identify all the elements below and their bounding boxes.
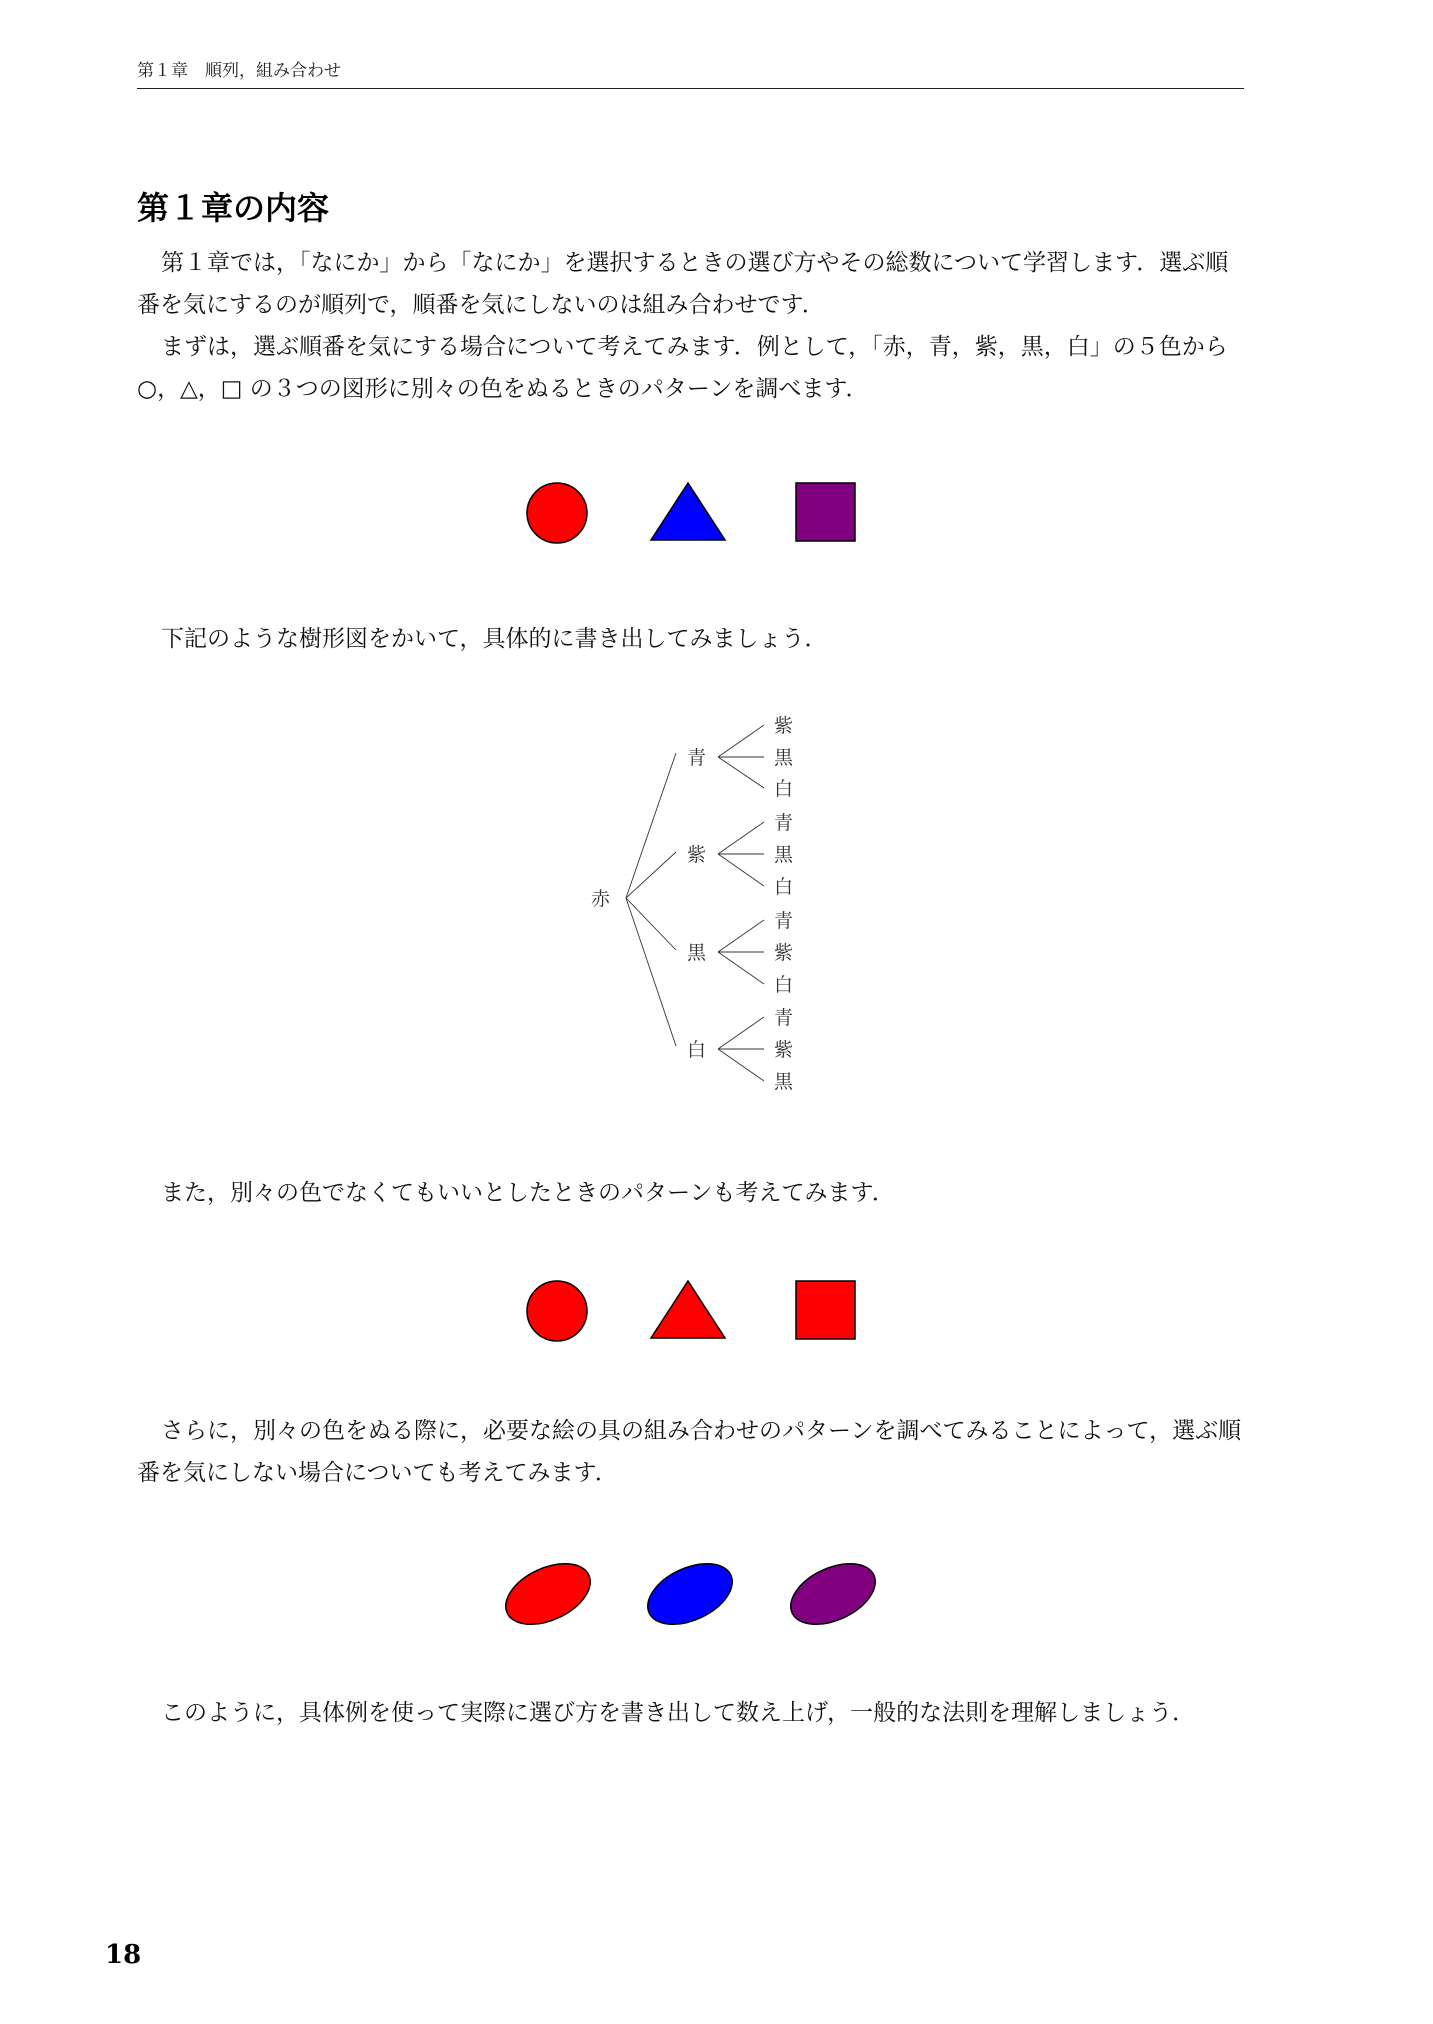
tree-branch-label: 紫 xyxy=(687,844,707,866)
tree-leaf-label: 白 xyxy=(774,974,794,996)
tree-leaf-label: 白 xyxy=(774,778,794,800)
tree-leaf-label: 青 xyxy=(774,1007,794,1029)
example-paragraph: まずは，選ぶ順番を気にする場合について考えてみます．例として，「赤，青，紫，黒，白」の５色から ○，△，□ の３つの図形に別々の色をぬるときのパターンを調べます． xyxy=(137,334,1228,402)
tree-leaf-label: 黒 xyxy=(774,747,794,769)
chapter-title: 第１章の内容 xyxy=(137,189,330,227)
red-circle-shape xyxy=(527,483,587,543)
red-square-shape xyxy=(796,1281,855,1339)
red-triangle-shape xyxy=(651,1281,725,1338)
tree-branch-label: 青 xyxy=(687,747,707,769)
tree-branch-label: 白 xyxy=(687,1039,707,1061)
tree-leaf-label: 青 xyxy=(774,910,794,932)
purple-paint-blob xyxy=(781,1551,885,1636)
tree-leaf-label: 黒 xyxy=(774,1071,794,1093)
red-circle-shape xyxy=(527,1281,587,1341)
tree-leaf-label: 青 xyxy=(774,812,794,834)
tree-leaf-label: 紫 xyxy=(774,942,794,964)
tree-leaf-label: 紫 xyxy=(774,1039,794,1061)
blue-paint-blob xyxy=(638,1551,742,1636)
tree-root-label: 赤 xyxy=(591,888,611,910)
tree-branch-label: 黒 xyxy=(687,942,707,964)
same-color-shapes-figure xyxy=(0,1268,1433,1368)
distinct-color-shapes-figure xyxy=(0,470,1433,570)
red-paint-blob xyxy=(496,1551,600,1636)
tree-intro-paragraph: 下記のような樹形図をかいて，具体的に書き出してみましょう． xyxy=(161,626,828,652)
tree-leaf-label: 白 xyxy=(774,876,794,898)
tree-leaf-label: 紫 xyxy=(774,715,794,737)
blue-triangle-shape xyxy=(651,483,725,540)
intro-paragraph: 第１章では，「なにか」から「なにか」を選択するときの選び方やその総数について学習します．選ぶ順番を気にするのが順列で，順番を気にしないのは組み合わせです． xyxy=(137,250,1229,318)
summary-paragraph: このように，具体例を使って実際に選び方を書き出して数え上げ，一般的な法則を理解しましょう． xyxy=(161,1700,1196,1726)
combination-paragraph: さらに，別々の色をぬる際に，必要な絵の具の組み合わせのパターンを調べてみることによって，選ぶ順番を気にしない場合についても考えてみます． xyxy=(137,1418,1242,1486)
purple-square-shape xyxy=(796,483,855,541)
tree-leaf-label: 黒 xyxy=(774,844,794,866)
paint-colors-figure xyxy=(0,1548,1433,1648)
same-color-paragraph: また，別々の色でなくてもいいとしたときのパターンも考えてみます． xyxy=(161,1180,895,1206)
running-head: 第１章 順列，組み合わせ xyxy=(137,56,1244,89)
page-number: 18 xyxy=(105,1940,142,1970)
